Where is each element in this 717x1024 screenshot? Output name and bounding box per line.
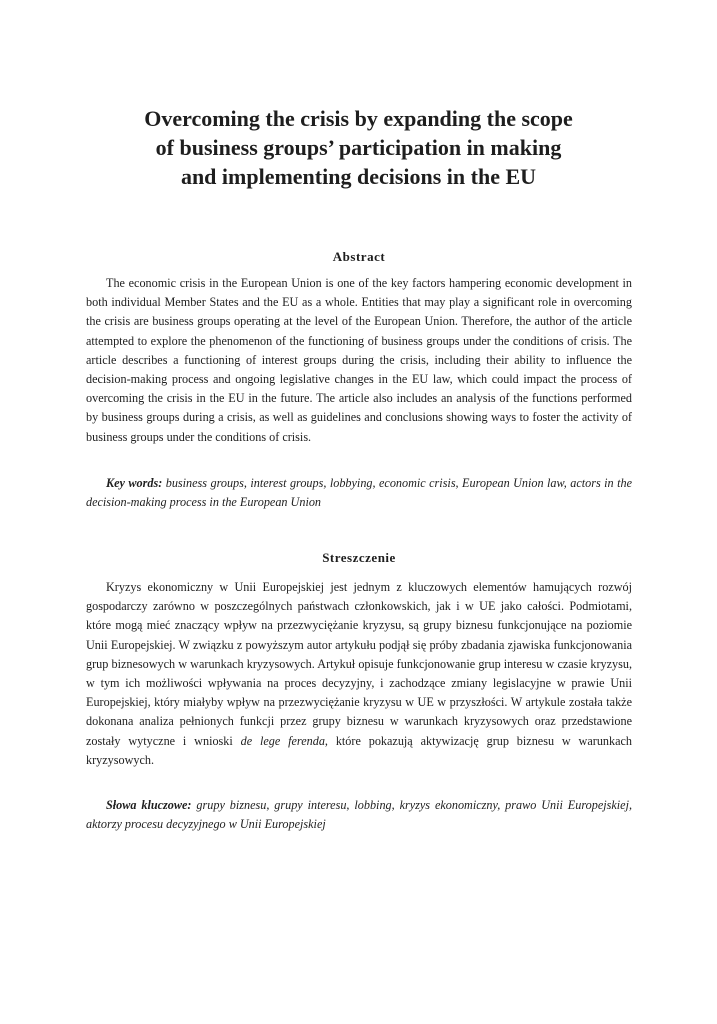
title-line-2: of business groups’ participation in making [155, 135, 562, 160]
keywords-en [86, 474, 632, 512]
streszczenie-text [86, 578, 632, 770]
keywords-en-text: business groups, interest groups, lobbying, economic crisis, European Union law, actors in the decision-making process in the European Union [86, 476, 632, 510]
paper-title [60, 104, 657, 191]
keywords-pl [86, 796, 632, 834]
keywords-pl-label: Słowa kluczowe: [106, 798, 192, 812]
keywords-pl-text: grupy biznesu, grupy interesu, lobbing, kryzys ekonomiczny, prawo Unii Europejskiej, aktorzy procesu decyzyjnego w Unii Europejskiej [86, 798, 632, 832]
abstract-heading: Abstract [332, 249, 386, 264]
title-line-3: and implementing decisions in the EU [180, 164, 537, 189]
streszczenie-heading: Streszczenie [322, 550, 396, 565]
keywords-en-label: Key words: [106, 476, 163, 490]
streszczenie-text-part2: , które pokazują aktywizację grup biznesu w warunkach kryzysowych. [86, 733, 633, 767]
streszczenie-text-part1: Kryzys ekonomiczny w Unii Europejskiej jest jednym z kluczowych elementów hamujących rozwój gospodarczy zarówno w poszczególnych państwach członkowskich, jak i w UE jako całości. Podmiotami, które mogą mieć znaczący wpływ na przezwyciężanie kryzysu, są grupy biznesu funkcjonujące na poziomie Unii Europejskiej. W związku z powyższym autor artykułu podjął się próby zbadania zjawiska funkcjonowania grup biznesowych w warunkach kryzysowych. Artykuł opisuje funkcjonowanie grup interesu w czasie kryzysu, w tym ich możliwości wpływania na proces decyzyjny, i zachodzące zmiany legislacyjne w prawie Unii Europejskiej, który miałyby wpływ na przezwyciężanie kryzysu w UE w przyszłości. W artykule została także dokonana analiza pełnionych funkcji przez grupy biznesu w warunkach kryzysowych oraz przedstawione zostały wytyczne i wnioski [86, 580, 632, 748]
title-line-1: Overcoming the crisis by expanding the scope [144, 106, 573, 131]
streszczenie-text-latin: de lege ferenda [240, 733, 325, 748]
abstract-text: The economic crisis in the European Union is one of the key factors hampering economic development in both individual Member States and the EU as a whole. Entities that may play a significant role in overcoming the crisis are business groups operating at the level of the European Union. Therefore, the author of the article attempted to explore the phenomenon of the functioning of business groups under the conditions of crisis. The article describes a functioning of interest groups during the crisis, including their ability to influence the decision-making process and ongoing legislative changes in the EU law, which could impact the process of overcoming the crisis in the EU in the future. The article also includes an analysis of the functions performed by business groups during a crisis, as well as guidelines and conclusions showing ways to foster the activity of business groups under the conditions of crisis. [86, 276, 632, 444]
